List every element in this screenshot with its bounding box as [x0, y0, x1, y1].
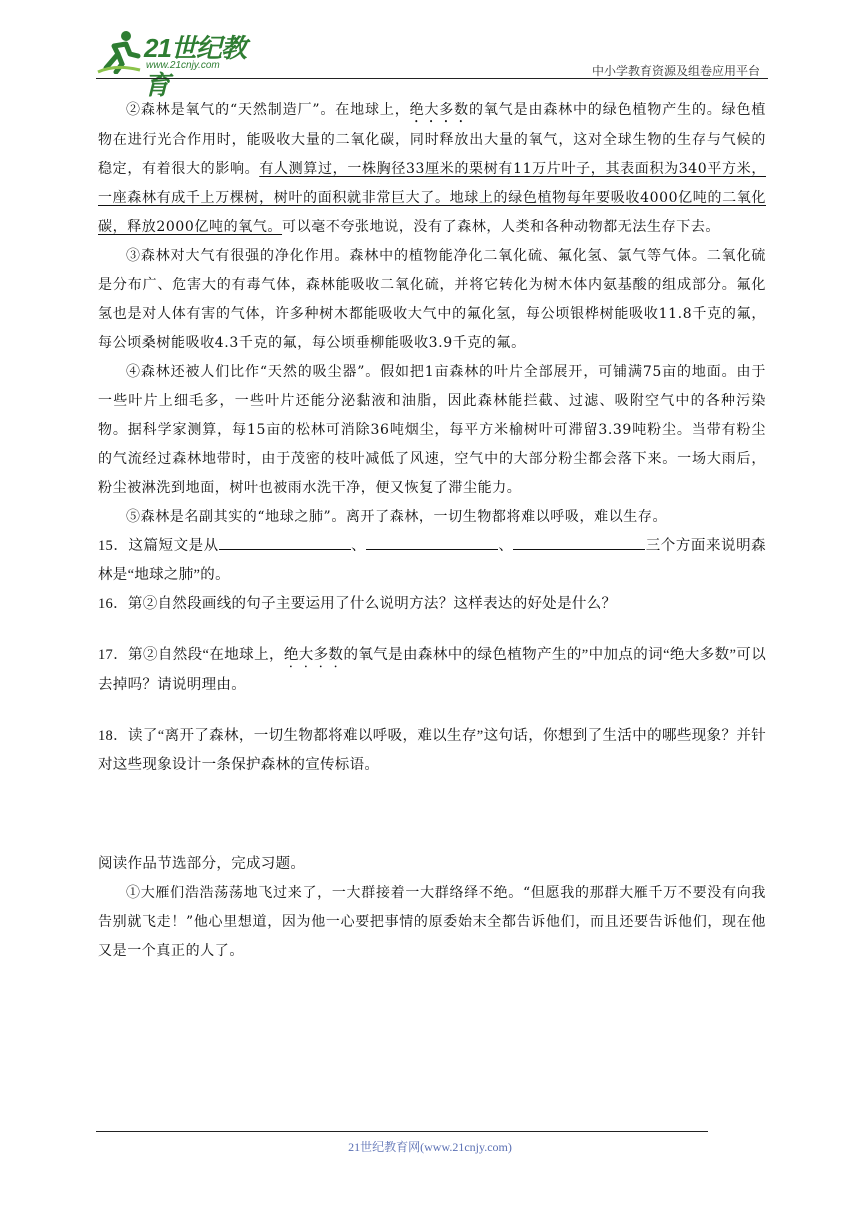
footer-divider	[96, 1131, 708, 1132]
site-logo	[96, 26, 266, 100]
platform-name: 中小学教育资源及组卷应用平台	[591, 64, 760, 78]
q15-separator-2: 、	[498, 538, 514, 554]
answer-blank-2[interactable]	[366, 535, 498, 550]
paragraph-5: ⑤森林是名副其实的“地球之肺”。离开了森林，一切生物都将难以呼吸，难以生存。	[126, 509, 668, 525]
header-divider	[96, 78, 768, 79]
question-16: 16．第②自然段画线的句子主要运用了什么说明方法？这样表达的好处是什么？	[98, 596, 617, 612]
runner-logo-icon	[96, 28, 142, 74]
q17-text-a: 17．第②自然段“在地球上，	[98, 647, 284, 663]
paragraph-4: ④森林还被人们比作“天然的吸尘器”。假如把1亩森林的叶片全部展开，可铺满75亩的地面。由于一些叶片上细毛多，一些叶片还能分泌黏液和油脂，因此森林能拦截、过滤、吸附空气中的各种污染物。据科学家测算，每15亩的松林可消除36吨烟尘，每平方米榆树叶可滞留3.39吨粉尘。当带有粉尘的气流经过森林地带时，由于茂密的枝叶减低了风速，空气中的大部分粉尘都会落下来。一场大雨后，粉尘被淋洗到地面，树叶也被雨水洗干净，便又恢复了滞尘能力。	[98, 364, 766, 496]
answer-space-16[interactable]	[98, 619, 766, 641]
p2-underlined-sentence: 有人测算过，一株胸径33厘米的栗树有11万片叶子，其表面积为340平方米，一座森林有成千上万棵树，树叶的面积就非常巨大了。地球上的绿色植物每年要吸收4000亿吨的二氧化碳，释放2000亿吨的氧气。	[98, 161, 766, 235]
page-footer: 21世纪教育网(www.21cnjy.com)	[348, 1140, 512, 1154]
answer-space-17[interactable]	[98, 700, 766, 722]
page-header	[96, 26, 768, 100]
question-17	[98, 641, 766, 700]
q17-text-b: 的氧气是由森林中的绿色植物产生的”中加点的词“绝大多数”可以去掉吗？请说明理由。	[98, 647, 766, 693]
q17-dotted-word: 绝大多数	[283, 647, 344, 663]
question-18: 18．读了“离开了森林，一切生物都将难以呼吸，难以生存”这句话，你想到了生活中的哪些现象？并针对这些现象设计一条保护森林的宣传标语。	[98, 728, 766, 773]
q15-text-a: 15．这篇短文是从	[98, 538, 219, 554]
logo-url: www.21cnjy.com	[146, 60, 220, 71]
answer-space-18[interactable]	[98, 780, 766, 850]
next-paragraph-1: ①大雁们浩浩荡荡地飞过来了，一大群接着一大群络绎不绝。“但愿我的那群大雁千万不要没有向我告别就飞走！”他心里想道，因为他一心要把事情的原委始末全都告诉他们，而且还要告诉他们，现在他又是一个真正的人了。	[98, 885, 766, 959]
q15-text-b: 三个方面来说明森林是“地球之肺”的。	[98, 538, 766, 583]
p2-text-c: 可以毫不夸张地说，没有了森林，人类和各种动物都无法生存下去。	[282, 219, 721, 235]
question-15	[98, 532, 766, 590]
reading-intro: 阅读作品节选部分，完成习题。	[98, 856, 306, 872]
p2-text-a: ②森林是氧气的“天然制造厂”。在地球上，	[126, 102, 410, 118]
p2-text-b: 的氧气是由森林中的绿色植物产生的。绿色植物在进行光合作用时，能吸收大量的二氧化碳，同时释放出大量的氧气，这对全球生物的生存与气候的稳定，有着很大的影响。	[98, 102, 766, 177]
paragraph-2	[98, 96, 766, 242]
q15-separator-1: 、	[350, 538, 367, 554]
document-body	[98, 96, 766, 966]
answer-blank-3[interactable]	[513, 535, 645, 550]
p2-dotted-word: 绝大多数	[409, 102, 470, 118]
answer-blank-1[interactable]	[219, 535, 351, 550]
paragraph-3: ③森林对大气有很强的净化作用。森林中的植物能净化二氧化硫、氟化氢、氯气等气体。二氧化硫是分布广、危害大的有毒气体，森林能吸收二氧化硫，并将它转化为树木体内氨基酸的组成部分。氟化氢也是对人体有害的气体，许多种树木都能吸收大气中的氟化氢，每公顷银桦树能吸收11.8千克的氟，每公顷桑树能吸收4.3千克的氟，每公顷垂柳能吸收3.9千克的氟。	[98, 248, 766, 351]
logo-text: 21世纪教育	[144, 33, 246, 100]
